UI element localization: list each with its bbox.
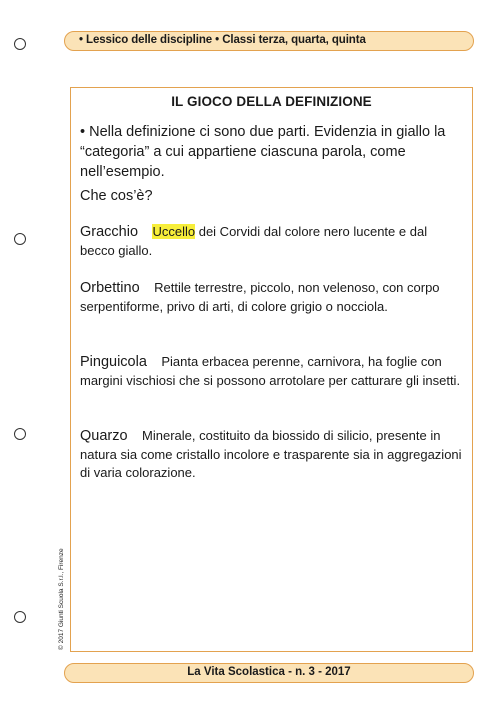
entry-definition: Rettile terrestre, piccolo, non velenoso, con corpo serpentiforme, privo di arti, di colore grigio o nocciola.	[80, 280, 440, 314]
entry-pinguicola	[80, 353, 465, 390]
header-bar	[64, 31, 474, 51]
copyright-note: © 2017 Giunti Scuola S.r.l., Firenze	[58, 548, 65, 650]
entry-word: Orbettino	[80, 280, 140, 296]
binder-hole-3	[14, 428, 26, 440]
entry-definition: Minerale, costituito da biossido di silicio, presente in natura sia come cristallo incolore e trasparente sia in aggregazioni di varia colorazione.	[80, 428, 462, 480]
highlighted-category: Uccello	[152, 224, 196, 239]
binder-hole-2	[14, 233, 26, 245]
entry-word: Gracchio	[80, 224, 139, 240]
footer-bar	[64, 663, 474, 683]
page-title: IL GIOCO DELLA DEFINIZIONE	[171, 94, 372, 109]
binder-hole-1	[14, 38, 26, 50]
entry-gracchio	[80, 223, 465, 260]
binder-hole-4	[14, 611, 26, 623]
instructions: • Nella definizione ci sono due parti. Evidenzia in giallo la “categoria” a cui appartiene ciascuna parola, come nell’esempio.	[80, 124, 446, 180]
exercise-card	[70, 87, 473, 652]
entry-definition: Pianta erbacea perenne, carnivora, ha foglie con margini vischiosi che si possono arrotolare per catturare gli insetti.	[80, 354, 461, 388]
entry-word: Quarzo	[80, 428, 128, 444]
entry-definition: dei Corvidi dal colore nero lucente e dal becco giallo.	[80, 224, 428, 258]
entry-orbettino	[80, 279, 465, 316]
header-text: • Lessico delle discipline • Classi terza, quarta, quinta	[79, 34, 366, 46]
entry-word: Pinguicola	[80, 354, 147, 370]
question: Che cos’è?	[80, 188, 153, 204]
entry-quarzo	[80, 427, 465, 483]
footer-text: La Vita Scolastica - n. 3 - 2017	[187, 666, 351, 678]
